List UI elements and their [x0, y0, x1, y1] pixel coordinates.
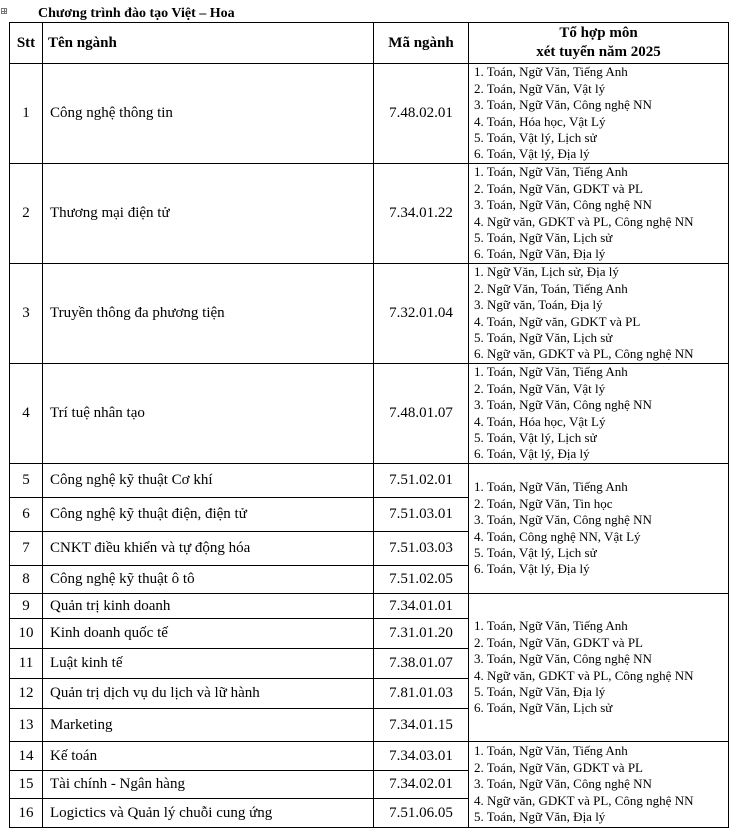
combo-item: 4. Toán, Công nghệ NN, Vật Lý [474, 528, 641, 544]
row-stt: 4 [10, 364, 43, 464]
combo-item: 5. Toán, Ngữ Văn, Lịch sử [474, 329, 613, 345]
table-row [10, 594, 729, 619]
row-major-code: 7.48.02.01 [374, 64, 469, 164]
row-major-name: Tài chính - Ngân hàng [43, 771, 374, 799]
row-stt: 12 [10, 679, 43, 709]
row-major-code: 7.34.03.01 [374, 742, 469, 771]
row-major-name: Công nghệ kỹ thuật Cơ khí [43, 464, 374, 498]
combo-item: 5. Toán, Ngữ Văn, Địa lý [474, 809, 606, 825]
row-stt: 14 [10, 742, 43, 771]
table-anchor-icon[interactable] [1, 8, 7, 14]
row-major-code: 7.81.01.03 [374, 679, 469, 709]
combo-item: 1. Ngữ Văn, Lịch sử, Địa lý [474, 264, 619, 280]
row-stt: 1 [10, 64, 43, 164]
combo-item: 3. Toán, Ngữ Văn, Công nghệ NN [474, 512, 652, 528]
row-major-code: 7.51.03.01 [374, 498, 469, 532]
row-major-name: CNKT điều khiển và tự động hóa [43, 532, 374, 566]
table-row [10, 464, 729, 498]
combo-item: 6. Toán, Ngữ Văn, Địa lý [474, 246, 606, 262]
combo-item: 3. Toán, Ngữ Văn, Công nghệ NN [474, 651, 652, 667]
row-major-code: 7.51.06.05 [374, 799, 469, 828]
table-row [10, 164, 729, 264]
combo-item: 3. Ngữ văn, Toán, Địa lý [474, 297, 603, 313]
combo-item: 2. Toán, Ngữ Văn, Tin học [474, 495, 613, 511]
combo-item: 6. Ngữ văn, GDKT và PL, Công nghệ NN [474, 346, 694, 362]
combo-item: 5. Toán, Vật lý, Lịch sử [474, 429, 597, 445]
combo-item: 5. Toán, Vật lý, Lịch sử [474, 544, 597, 560]
combo-item: 3. Toán, Ngữ Văn, Công nghệ NN [474, 776, 652, 792]
combo-item: 4. Toán, Hóa học, Vật Lý [474, 113, 606, 129]
combo-item: 4. Toán, Ngữ văn, GDKT và PL [474, 313, 641, 329]
combo-item: 3. Toán, Ngữ Văn, Công nghệ NN [474, 197, 652, 213]
combo-item: 2. Toán, Ngữ Văn, Vật lý [474, 80, 606, 96]
combo-item: 2. Toán, Ngữ Văn, GDKT và PL [474, 180, 643, 196]
row-stt: 3 [10, 264, 43, 364]
row-major-name: Luật kinh tế [43, 649, 374, 679]
combo-item: 6. Toán, Vật lý, Địa lý [474, 146, 590, 162]
row-stt: 6 [10, 498, 43, 532]
table-header-row [10, 23, 729, 64]
row-major-name: Thương mại điện tử [43, 164, 374, 264]
table-row [10, 742, 729, 771]
combo-item: 5. Toán, Vật lý, Lịch sử [474, 129, 597, 145]
combo-item: 1. Toán, Ngữ Văn, Tiếng Anh [474, 479, 628, 495]
table-row [10, 264, 729, 364]
row-major-code: 7.51.03.03 [374, 532, 469, 566]
header-code: Mã ngành [374, 23, 469, 64]
combo-item: 4. Ngữ văn, GDKT và PL, Công nghệ NN [474, 667, 694, 683]
combo-item: 1. Toán, Ngữ Văn, Tiếng Anh [474, 364, 628, 380]
row-major-code: 7.48.01.07 [374, 364, 469, 464]
header-combo [469, 23, 729, 64]
combo-item: 6. Toán, Vật lý, Địa lý [474, 446, 590, 462]
row-major-code: 7.32.01.04 [374, 264, 469, 364]
row-stt: 8 [10, 566, 43, 594]
combo-item: 2. Ngữ Văn, Toán, Tiếng Anh [474, 280, 628, 296]
combo-item: 2. Toán, Ngữ Văn, GDKT và PL [474, 634, 643, 650]
row-major-name: Truyền thông đa phương tiện [43, 264, 374, 364]
row-major-name: Logictics và Quản lý chuỗi cung ứng [43, 799, 374, 828]
combo-item: 1. Toán, Ngữ Văn, Tiếng Anh [474, 64, 628, 80]
row-major-code: 7.34.01.22 [374, 164, 469, 264]
combo-item: 4. Toán, Hóa học, Vật Lý [474, 413, 606, 429]
row-stt: 13 [10, 709, 43, 742]
header-combo-line2: xét tuyển năm 2025 [536, 44, 661, 60]
combo-item: 4. Ngữ văn, GDKT và PL, Công nghệ NN [474, 213, 694, 229]
combo-list [469, 364, 729, 464]
combo-item: 6. Toán, Ngữ Văn, Lịch sử [474, 700, 613, 716]
row-stt: 7 [10, 532, 43, 566]
combo-item: 1. Toán, Ngữ Văn, Tiếng Anh [474, 164, 628, 180]
combo-list [469, 64, 729, 164]
combo-item: 5. Toán, Ngữ Văn, Lịch sử [474, 229, 613, 245]
combo-list [469, 164, 729, 264]
page-title: Chương trình đào tạo Việt – Hoa [38, 6, 235, 21]
row-major-code: 7.51.02.01 [374, 464, 469, 498]
combo-item: 6. Toán, Vật lý, Địa lý [474, 561, 590, 577]
header-combo-line1: Tổ hợp môn [559, 25, 638, 41]
table-row [10, 64, 729, 164]
combo-item: 1. Toán, Ngữ Văn, Tiếng Anh [474, 743, 628, 759]
row-major-name: Công nghệ kỹ thuật ô tô [43, 566, 374, 594]
row-major-name: Công nghệ kỹ thuật điện, điện tử [43, 498, 374, 532]
row-major-name: Kế toán [43, 742, 374, 771]
header-stt: Stt [10, 23, 43, 64]
row-major-name: Marketing [43, 709, 374, 742]
combo-item: 3. Toán, Ngữ Văn, Công nghệ NN [474, 397, 652, 413]
row-stt: 10 [10, 619, 43, 649]
row-stt: 9 [10, 594, 43, 619]
row-stt: 2 [10, 164, 43, 264]
row-major-code: 7.31.01.20 [374, 619, 469, 649]
combo-list [469, 742, 729, 828]
combo-item: 3. Toán, Ngữ Văn, Công nghệ NN [474, 97, 652, 113]
row-stt: 11 [10, 649, 43, 679]
row-major-name: Quản trị kinh doanh [43, 594, 374, 619]
combo-list [469, 264, 729, 364]
combo-list [469, 594, 729, 742]
row-major-name: Công nghệ thông tin [43, 64, 374, 164]
table-row [10, 364, 729, 464]
row-major-code: 7.34.01.15 [374, 709, 469, 742]
combo-item: 5. Toán, Ngữ Văn, Địa lý [474, 683, 606, 699]
row-stt: 16 [10, 799, 43, 828]
row-stt: 15 [10, 771, 43, 799]
row-major-code: 7.38.01.07 [374, 649, 469, 679]
row-major-name: Trí tuệ nhân tạo [43, 364, 374, 464]
row-major-name: Kinh doanh quốc tế [43, 619, 374, 649]
row-major-code: 7.34.01.01 [374, 594, 469, 619]
combo-list [469, 464, 729, 594]
combo-item: 4. Ngữ văn, GDKT và PL, Công nghệ NN [474, 792, 694, 808]
combo-item: 1. Toán, Ngữ Văn, Tiếng Anh [474, 618, 628, 634]
majors-table [9, 22, 729, 828]
row-major-code: 7.34.02.01 [374, 771, 469, 799]
header-name: Tên ngành [43, 23, 374, 64]
row-major-code: 7.51.02.05 [374, 566, 469, 594]
row-major-name: Quản trị dịch vụ du lịch và lữ hành [43, 679, 374, 709]
row-stt: 5 [10, 464, 43, 498]
combo-item: 2. Toán, Ngữ Văn, GDKT và PL [474, 759, 643, 775]
combo-item: 2. Toán, Ngữ Văn, Vật lý [474, 380, 606, 396]
